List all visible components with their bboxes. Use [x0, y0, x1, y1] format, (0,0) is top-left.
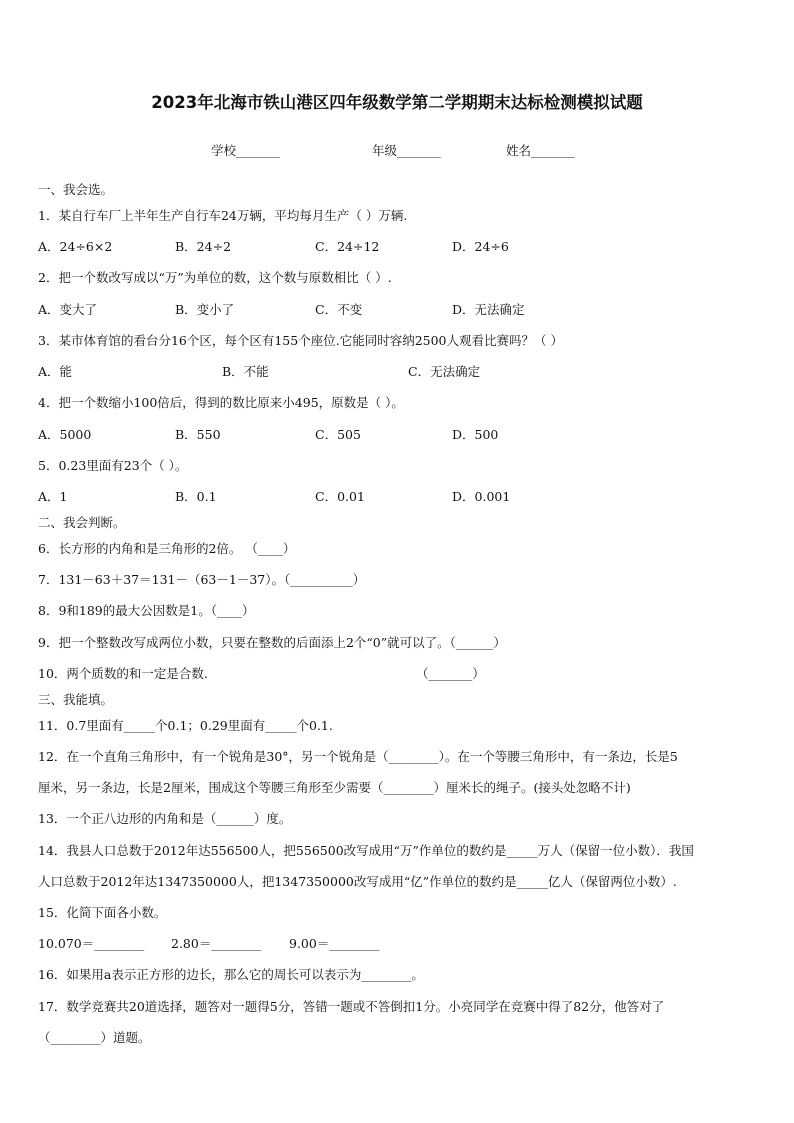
option-c[interactable]: C．24÷12: [315, 239, 380, 254]
option-a[interactable]: A．1: [38, 489, 68, 504]
option-d[interactable]: D．无法确定: [452, 302, 525, 317]
option-d[interactable]: D．500: [452, 427, 499, 442]
option-c[interactable]: C．不变: [315, 302, 363, 317]
question-8: 8．9和189的最大公因数是1。（____）: [38, 603, 255, 618]
page-title: 2023年北海市铁山港区四年级数学第二学期期末达标检测模拟试题: [151, 93, 643, 112]
option-b[interactable]: B．不能: [222, 364, 269, 379]
student-info-row: [0, 141, 794, 159]
question-15: 15．化简下面各小数。: [38, 905, 167, 920]
answer-blank[interactable]: （_______）: [416, 666, 485, 681]
option-c[interactable]: C．0.01: [315, 489, 365, 504]
option-a[interactable]: A．能: [38, 364, 73, 379]
option-a[interactable]: A．变大了: [38, 302, 98, 317]
name-field[interactable]: 姓名_______: [506, 143, 575, 158]
question-12-line-1: 12．在一个直角三角形中，有一个锐角是30°，另一个锐角是（________）。在一个等腰三角形中，有一条边，长是5: [38, 749, 678, 764]
question-10: [38, 666, 485, 682]
question-2: 2．把一个数改写成以“万”为单位的数，这个数与原数相比（ ）.: [38, 270, 392, 285]
question-9: 9．把一个整数改写成两位小数，只要在整数的后面添上2个“0”就可以了。（______）: [38, 635, 506, 650]
question-1: 1．某自行车厂上半年生产自行车24万辆，平均每月生产（ ）万辆.: [38, 208, 408, 223]
grade-field[interactable]: 年级_______: [372, 143, 441, 158]
question-13: 13．一个正八边形的内角和是（______）度。: [38, 811, 292, 826]
option-b[interactable]: B．24÷2: [175, 239, 232, 254]
question-14-line-1: 14．我县人口总数于2012年达556500人，把556500改写成用“万”作单位的数约是_____万人（保留一位小数）．我国: [38, 843, 694, 858]
option-d[interactable]: D．24÷6: [452, 239, 509, 254]
question-12-line-2: 厘米，另一条边，长是2厘米，围成这个等腰三角形至少需要（________）厘米长的绳子。(接头处忽略不计): [38, 780, 631, 795]
question-17-line-1: 17．数学竞赛共20道选择，题答对一题得5分，答错一题或不答倒扣1分。小亮同学在竞赛中得了82分，他答对了: [38, 999, 665, 1014]
question-3: 3．某市体育馆的看台分16个区，每个区有155个座位.它能同时容纳2500人观看比赛吗？（ ）: [38, 333, 563, 348]
option-b[interactable]: B．550: [175, 427, 221, 442]
school-field[interactable]: 学校_______: [211, 143, 280, 158]
section-heading: 二、我会判断。: [38, 515, 126, 530]
question-11: 11．0.7里面有_____个0.1；0.29里面有_____个0.1.: [38, 718, 333, 733]
question-10-text: 10．两个质数的和一定是合数.: [38, 666, 208, 681]
option-a[interactable]: A．5000: [38, 427, 92, 442]
section-heading: 一、我会选。: [38, 182, 114, 197]
option-b[interactable]: B．变小了: [175, 302, 235, 317]
question-6: 6．长方形的内角和是三角形的2倍。 （____）: [38, 541, 296, 556]
simplify-item[interactable]: 2.80＝________: [171, 936, 262, 951]
option-d[interactable]: D．0.001: [452, 489, 511, 504]
question-4: 4．把一个数缩小100倍后，得到的数比原来小495，原数是（ ）。: [38, 395, 404, 410]
option-c[interactable]: C．无法确定: [408, 364, 481, 379]
question-7: 7．131－63＋37＝131－（63－1－37）。（__________）: [38, 572, 366, 587]
question-14-line-2: 人口总数于2012年达1347350000人，把1347350000改写成用“亿”作单位的数约是_____亿人（保留两位小数）.: [38, 874, 677, 889]
section-heading: 三、我能填。: [38, 692, 114, 707]
simplify-item[interactable]: 10.070＝________: [38, 936, 145, 951]
option-c[interactable]: C．505: [315, 427, 361, 442]
simplify-item[interactable]: 9.00＝________: [289, 936, 380, 951]
question-17-line-2: （________）道题。: [38, 1030, 151, 1045]
option-a[interactable]: A．24÷6×2: [38, 239, 113, 254]
question-16: 16．如果用a表示正方形的边长，那么它的周长可以表示为________。: [38, 967, 424, 982]
question-5: 5．0.23里面有23个（ ）。: [38, 458, 188, 473]
option-b[interactable]: B．0.1: [175, 489, 217, 504]
